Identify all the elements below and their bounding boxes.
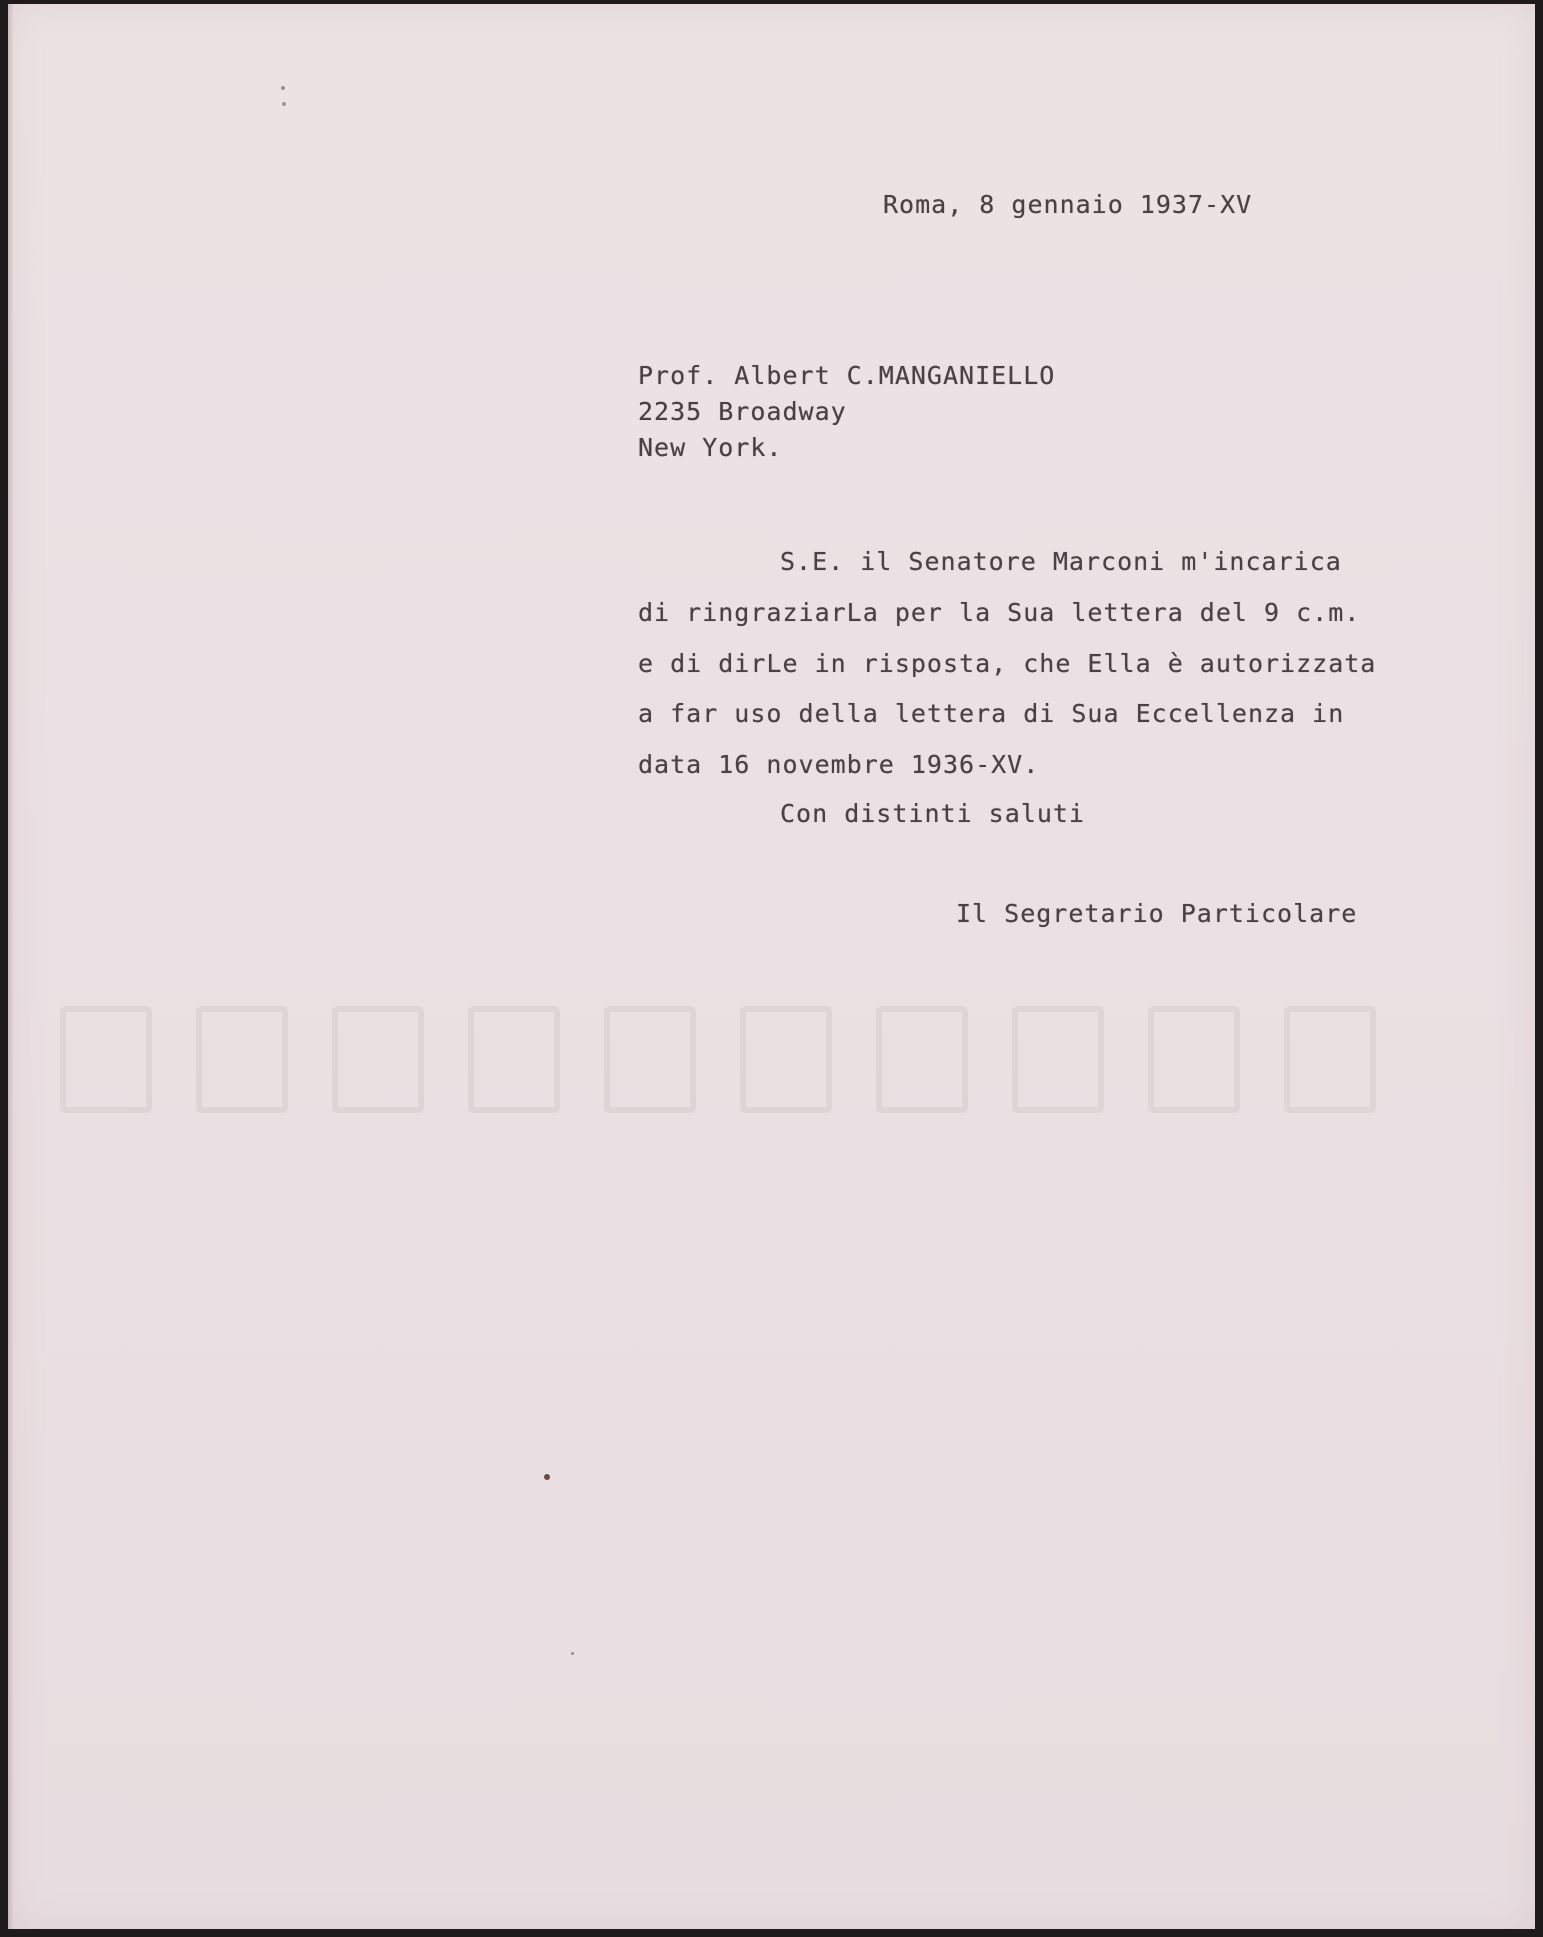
recipient-address bbox=[638, 358, 1055, 466]
recipient-street: 2235 Broadway bbox=[638, 397, 847, 426]
body-line: S.E. il Senatore Marconi m'incarica bbox=[780, 547, 1342, 576]
date-line: Roma, 8 gennaio 1937-XV bbox=[883, 190, 1253, 219]
paper-watermark bbox=[38, 994, 1398, 1124]
body-line: a far uso della lettera di Sua Eccellenza in bbox=[638, 699, 1345, 728]
paper-speck bbox=[544, 1474, 550, 1480]
body-line: di ringraziarLa per la Sua lettera del 9 c.m. bbox=[638, 598, 1361, 627]
paper-speck bbox=[281, 86, 285, 90]
body-line: data 16 novembre 1936-XV. bbox=[638, 750, 1040, 779]
paper-speck bbox=[571, 1652, 574, 1655]
letter-page bbox=[8, 4, 1535, 1929]
paper-speck bbox=[282, 102, 286, 106]
signature-line: Il Segretario Particolare bbox=[956, 899, 1358, 928]
body-line: e di dirLe in risposta, che Ella è autorizzata bbox=[638, 649, 1377, 678]
closing-line: Con distinti saluti bbox=[780, 799, 1085, 828]
recipient-name: Prof. Albert C.MANGANIELLO bbox=[638, 361, 1056, 390]
recipient-city: New York. bbox=[638, 433, 783, 462]
